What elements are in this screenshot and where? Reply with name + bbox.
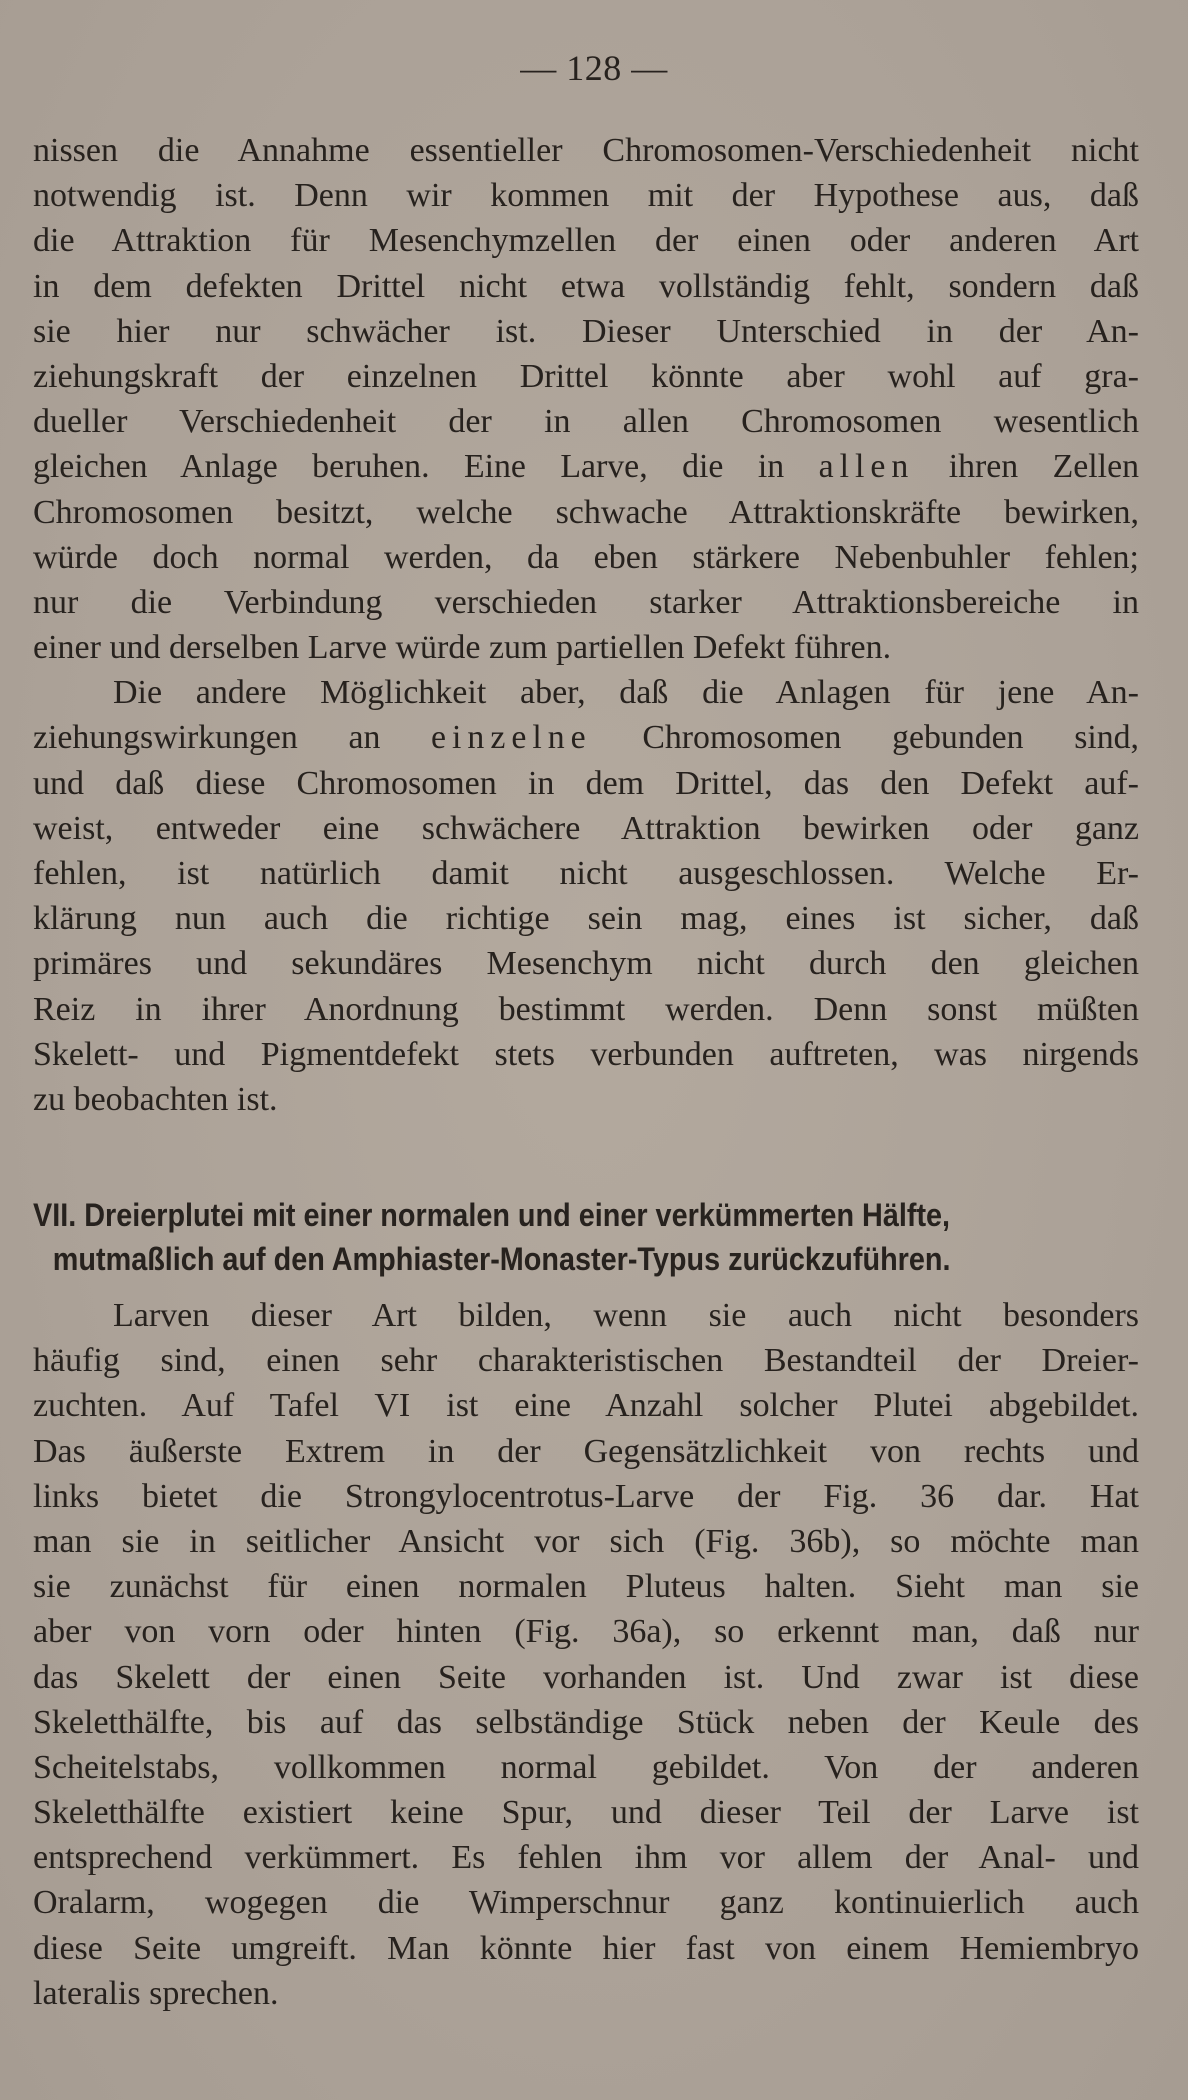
paragraph-dreierplutei xyxy=(33,1293,1139,2016)
text-fragment: gleichen Anlage beruhen. Eine Larve, die in xyxy=(33,448,785,486)
text-line: dueller Verschiedenheit der in allen Chromosomen wesentlich xyxy=(33,403,1139,441)
page-number: — 128 — xyxy=(520,48,668,88)
text-line xyxy=(33,444,1139,489)
text-line: Oralarm, wogegen die Wimperschnur ganz kontinuierlich auch xyxy=(33,1884,1139,1922)
text-line: das Skelett der einen Seite vorhanden ist. Und zwar ist diese xyxy=(33,1658,1139,1696)
text-line: notwendig ist. Denn wir kommen mit der Hypothese aus, daß xyxy=(33,177,1139,215)
text-line: die Attraktion für Mesenchymzellen der einen oder anderen Art xyxy=(33,222,1139,260)
text-line: lateralis sprechen. xyxy=(33,1974,279,2012)
text-line: nur die Verbindung verschieden starker Attraktionsbereiche in xyxy=(33,583,1139,621)
text-line: Das äußerste Extrem in der Gegensätzlichkeit von rechts und xyxy=(33,1432,1139,1470)
text-line: zu beobachten ist. xyxy=(33,1080,278,1118)
text-line: Skeletthälfte existiert keine Spur, und dieser Teil der Larve ist xyxy=(33,1794,1139,1832)
text-line xyxy=(33,715,1139,760)
text-line: Skeletthälfte, bis auf das selbständige Stück neben der Keule des xyxy=(33,1703,1139,1741)
text-fragment: Chromosomen gebunden sind, xyxy=(642,719,1140,757)
section-heading-line: VII. Dreierplutei mit einer normalen und einer verkümmerten Hälfte, xyxy=(33,1197,951,1233)
text-line: ziehungskraft der einzelnen Drittel könnte aber wohl auf gra- xyxy=(33,357,1139,395)
text-line: einer und derselben Larve würde zum partiellen Defekt führen. xyxy=(33,629,892,667)
section-heading-line: mutmaßlich auf den Amphiaster-Monaster-Typus zurückzuführen. xyxy=(52,1241,951,1277)
paragraph-attraction-hypothesis xyxy=(33,128,1139,1122)
text-line: in dem defekten Drittel nicht etwa vollständig fehlt, sondern daß xyxy=(33,267,1139,305)
text-line: Chromosomen besitzt, welche schwache Attraktionskräfte bewirken, xyxy=(33,493,1139,531)
text-line: Scheitelstabs, vollkommen normal gebildet. Von der anderen xyxy=(33,1748,1139,1786)
text-line: Reiz in ihrer Anordnung bestimmt werden. Denn sonst müßten xyxy=(33,990,1139,1028)
text-line: zuchten. Auf Tafel VI ist eine Anzahl solcher Plutei abgebildet. xyxy=(33,1387,1139,1425)
text-line: würde doch normal werden, da eben stärkere Nebenbuhler fehlen; xyxy=(33,538,1139,576)
text-line: Die andere Möglichkeit aber, daß die Anlagen für jene An- xyxy=(113,674,1139,712)
text-line: aber von vorn oder hinten (Fig. 36a), so erkennt man, daß nur xyxy=(33,1613,1139,1651)
text-line: klärung nun auch die richtige sein mag, eines ist sicher, daß xyxy=(33,900,1139,938)
text-line: und daß diese Chromosomen in dem Drittel, das den Defekt auf- xyxy=(33,764,1139,802)
text-line: primäres und sekundäres Mesenchym nicht durch den gleichen xyxy=(33,945,1139,983)
text-fragment: ihren Zellen xyxy=(948,448,1139,486)
text-line: weist, entweder eine schwächere Attraktion bewirken oder ganz xyxy=(33,809,1139,847)
text-fragment: ziehungswirkungen an xyxy=(33,719,381,757)
text-line: Larven dieser Art bilden, wenn sie auch nicht besonders xyxy=(113,1297,1139,1334)
text-line: entsprechend verkümmert. Es fehlen ihm vor allem der Anal- und xyxy=(33,1839,1139,1877)
text-line: häufig sind, einen sehr charakteristischen Bestandteil der Dreier- xyxy=(33,1342,1139,1380)
emphasized-word: allen xyxy=(818,448,915,486)
text-line: sie zunächst für einen normalen Pluteus halten. Sieht man sie xyxy=(33,1568,1139,1606)
text-line: diese Seite umgreift. Man könnte hier fast von einem Hemiembryo xyxy=(33,1929,1139,1967)
text-line: fehlen, ist natürlich damit nicht ausgeschlossen. Welche Er- xyxy=(33,855,1139,892)
text-line: links bietet die Strongylocentrotus-Larve der Fig. 36 dar. Hat xyxy=(33,1477,1139,1515)
text-line: Skelett- und Pigmentdefekt stets verbunden auftreten, was nirgends xyxy=(33,1035,1139,1073)
text-line: man sie in seitlicher Ansicht vor sich (Fig. 36b), so möchte man xyxy=(33,1522,1139,1560)
text-line: sie hier nur schwächer ist. Dieser Unterschied in der An- xyxy=(33,312,1139,350)
text-line: nissen die Annahme essentieller Chromosomen-Verschiedenheit nicht xyxy=(33,132,1139,169)
emphasized-word: einzelne xyxy=(431,719,592,757)
